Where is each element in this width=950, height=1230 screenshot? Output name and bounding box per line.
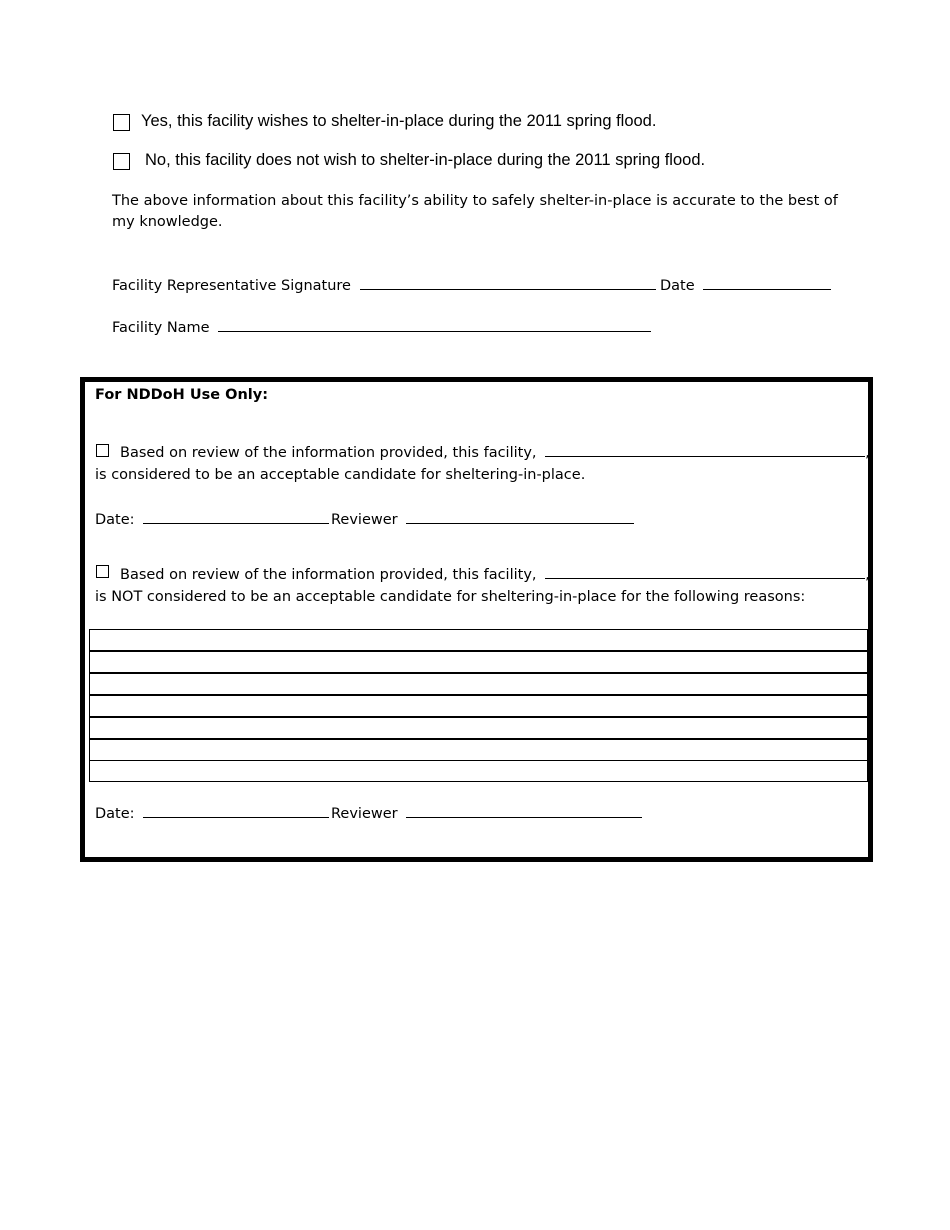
signature-date-line[interactable]: [703, 275, 831, 290]
facility-name-field[interactable]: [112, 317, 651, 336]
facility-name-line[interactable]: [218, 317, 651, 332]
reason-row-6[interactable]: [89, 739, 868, 761]
rep-signature-label: Facility Representative Signature: [112, 278, 351, 294]
accept-checkbox[interactable]: [96, 444, 109, 457]
reason-row-1[interactable]: [89, 629, 868, 651]
no-shelter-checkbox[interactable]: [113, 153, 130, 170]
reject-date-field[interactable]: [95, 803, 329, 822]
reason-row-7[interactable]: [89, 760, 868, 782]
facility-name-label: Facility Name: [112, 320, 210, 336]
accept-reviewer-label: Reviewer: [331, 512, 398, 528]
reason-row-5[interactable]: [89, 717, 868, 739]
reject-reviewer-line[interactable]: [406, 803, 642, 818]
yes-shelter-checkbox[interactable]: [113, 114, 130, 131]
yes-shelter-label: Yes, this facility wishes to shelter-in-place during the 2011 spring flood.: [141, 112, 657, 130]
accept-line1: [120, 442, 870, 461]
reject-date-label: Date:: [95, 806, 135, 822]
accept-line1-text: Based on review of the information provided, this facility,: [120, 445, 537, 461]
reject-reviewer-label: Reviewer: [331, 806, 398, 822]
reason-row-4[interactable]: [89, 695, 868, 717]
accept-date-label: Date:: [95, 512, 135, 528]
rep-signature-field[interactable]: [112, 275, 656, 294]
attestation-text: The above information about this facility’s ability to safely shelter-in-place is accurate to the best of my knowledge.: [112, 193, 838, 230]
reject-line2: is NOT considered to be an acceptable candidate for sheltering-in-place for the following reasons:: [95, 589, 806, 605]
no-shelter-label: No, this facility does not wish to shelter-in-place during the 2011 spring flood.: [145, 151, 706, 169]
accept-reviewer-line[interactable]: [406, 509, 634, 524]
reject-checkbox[interactable]: [96, 565, 109, 578]
reject-comma: ,: [865, 567, 870, 583]
accept-comma: ,: [865, 445, 870, 461]
reject-line1-text: Based on review of the information provided, this facility,: [120, 567, 537, 583]
accept-reviewer-field[interactable]: [331, 509, 634, 528]
reject-facility-line[interactable]: [545, 564, 865, 579]
nddoh-heading: For NDDoH Use Only:: [95, 387, 268, 403]
accept-date-field[interactable]: [95, 509, 329, 528]
reject-reviewer-field[interactable]: [331, 803, 642, 822]
reject-date-line[interactable]: [143, 803, 329, 818]
reason-row-2[interactable]: [89, 651, 868, 673]
reject-line1: [120, 564, 870, 583]
accept-line2: is considered to be an acceptable candidate for sheltering-in-place.: [95, 467, 586, 483]
rep-signature-line[interactable]: [360, 275, 656, 290]
signature-date-field[interactable]: [660, 275, 831, 294]
reason-row-3[interactable]: [89, 673, 868, 695]
accept-facility-line[interactable]: [545, 442, 865, 457]
accept-date-line[interactable]: [143, 509, 329, 524]
signature-date-label: Date: [660, 278, 695, 294]
